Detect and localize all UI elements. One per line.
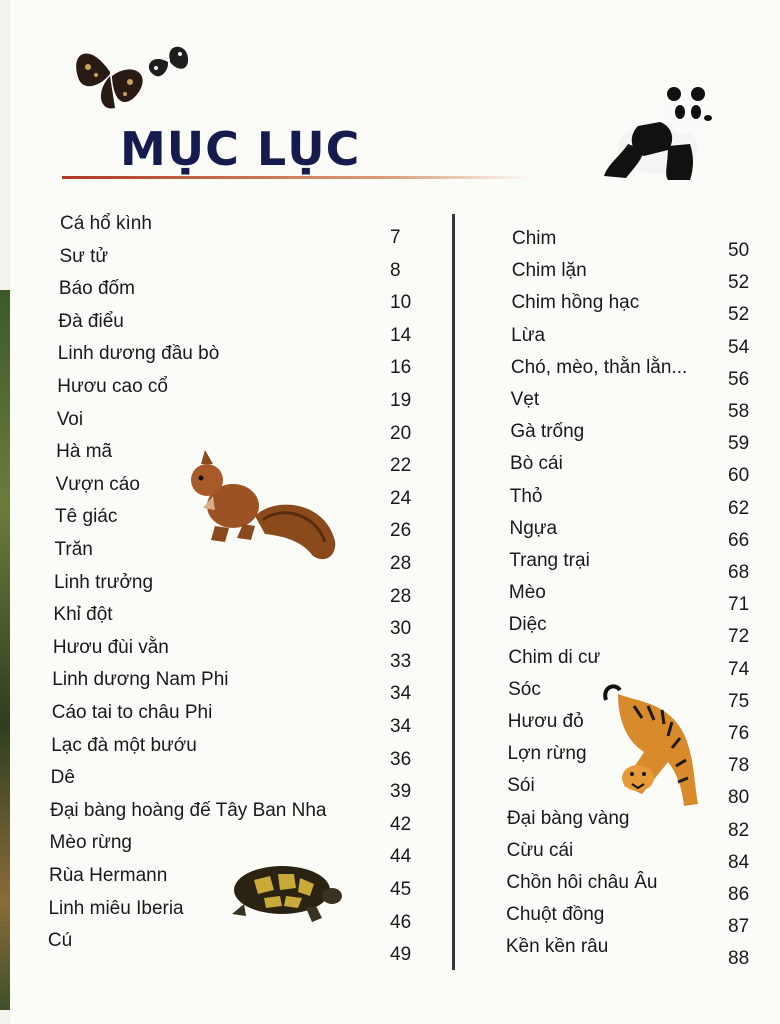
- butterfly-icon: [70, 42, 195, 122]
- toc-entry-title: Dê: [50, 767, 75, 789]
- toc-entry-page: 72: [728, 626, 750, 648]
- toc-entry-title: Đại bàng vàng: [506, 807, 630, 829]
- toc-entry-title: Linh dương Nam Phi: [52, 669, 229, 691]
- toc-entry-page: 8: [390, 259, 401, 281]
- toc-entry-page: 26: [390, 520, 412, 542]
- toc-entry-title: Hà mã: [56, 441, 113, 463]
- toc-entry-title: Hươu cao cổ: [57, 376, 168, 397]
- toc-entry-title: Ngựa: [509, 517, 558, 539]
- toc-entry-title: Linh dương đầu bò: [57, 343, 220, 365]
- toc-entry-page: 52: [728, 272, 750, 294]
- toc-entry-page: 58: [728, 401, 750, 422]
- toc-entry-page: 22: [390, 455, 412, 477]
- toc-entry-page: 34: [390, 716, 412, 737]
- toc-entry-page: 30: [390, 618, 412, 640]
- toc-entry-title: Cáo tai to châu Phi: [51, 702, 213, 723]
- toc-entry-title: Sóc: [508, 678, 541, 700]
- toc-entry-page: 45: [390, 879, 412, 900]
- toc-entry-page: 68: [728, 562, 750, 583]
- toc-entry-title: Linh miêu Iberia: [48, 897, 184, 919]
- toc-entry-title: Trăn: [54, 539, 93, 560]
- toc-entry-title: Cú: [47, 930, 73, 952]
- toc-entry-title: Chim di cư: [508, 646, 601, 668]
- toc-entry-page: 7: [390, 227, 401, 248]
- toc-entry-title: Vẹt: [510, 389, 540, 410]
- toc-entry-page: 84: [728, 851, 750, 873]
- toc-entry-page: 42: [390, 813, 412, 835]
- toc-entry-title: Rùa Hermann: [49, 865, 168, 886]
- toc-entry-title: Chó, mèo, thằn lằn...: [510, 356, 688, 378]
- toc-entry-page: 50: [728, 240, 750, 261]
- toc-entry-page: 60: [728, 465, 750, 487]
- toc-entry-page: 74: [728, 658, 750, 680]
- toc-entry-title: Báo đốm: [58, 278, 135, 300]
- toc-entry-title: Tê giác: [55, 506, 118, 528]
- toc-entry-page: 56: [728, 368, 750, 390]
- toc-entry-title: Sói: [507, 775, 535, 797]
- toc-entry-title: Lừa: [511, 324, 546, 346]
- toc-entry-page: 28: [390, 553, 412, 574]
- toc-entry-title: Khỉ đột: [53, 604, 113, 626]
- panda-icon: [598, 86, 718, 182]
- toc-entry-page: 14: [390, 324, 412, 346]
- squirrel-icon: [185, 446, 340, 568]
- toc-entry-title: Chồn hôi châu Âu: [506, 872, 658, 893]
- turtle-icon: [224, 856, 344, 928]
- toc-entry-title: Hươu đỏ: [507, 711, 584, 732]
- toc-entry-page: 66: [728, 529, 750, 551]
- toc-entry-page: 54: [728, 336, 750, 358]
- toc-entry-title: Lợn rừng: [507, 743, 587, 765]
- tiger-icon: [598, 682, 708, 812]
- toc-entry-page: 59: [728, 433, 750, 455]
- toc-entry-page: 28: [390, 585, 412, 607]
- toc-entry-title: Voi: [56, 408, 84, 430]
- toc-entry-title: Cừu cái: [506, 839, 574, 861]
- toc-entry-page: 78: [728, 755, 750, 777]
- toc-entry-title: Gà trống: [510, 421, 585, 443]
- toc-entry-title: Mèo rừng: [49, 832, 132, 854]
- toc-entry-page: 87: [728, 916, 750, 938]
- toc-entry-title: Diệc: [508, 614, 547, 636]
- toc-entry-page: 10: [390, 292, 412, 314]
- toc-entry-page: 80: [728, 787, 750, 809]
- page-title: MỤC LỤC: [120, 122, 361, 176]
- toc-entry-page: 34: [390, 683, 412, 705]
- toc-entry-title: Cá hổ kình: [60, 213, 152, 234]
- toc-entry-title: Vượn cáo: [55, 473, 140, 495]
- toc-entry-page: 19: [390, 390, 412, 411]
- toc-entry-page: 36: [390, 748, 412, 770]
- toc-entry-title: Chuột đồng: [506, 904, 605, 926]
- toc-entry-page: 75: [728, 690, 750, 712]
- toc-entry-title: Đại bàng hoàng đế Tây Ban Nha: [50, 799, 327, 821]
- toc-entry-title: Sư tử: [59, 245, 109, 267]
- toc-entry-page: 86: [728, 884, 750, 905]
- toc-entry-page: 62: [728, 497, 750, 519]
- toc-entry-page: 46: [390, 911, 412, 933]
- toc-entry-page: 20: [390, 422, 412, 444]
- toc-entry-page: 33: [390, 650, 412, 672]
- toc-entry-title: Mèo: [508, 582, 546, 604]
- toc-entry-title: Bò cái: [510, 453, 563, 475]
- toc-entry-page: 76: [728, 723, 750, 744]
- toc-entry-title: Thỏ: [509, 485, 543, 507]
- toc-entry-page: 44: [390, 846, 412, 868]
- toc-entry-page: 82: [728, 819, 750, 841]
- column-divider: [452, 214, 455, 970]
- toc-entry-title: Hươu đùi vằn: [52, 636, 169, 658]
- toc-entry-page: 24: [390, 487, 412, 509]
- toc-entry-title: Chim: [512, 228, 557, 249]
- toc-entry-page: 71: [728, 594, 750, 616]
- title-underline: [62, 176, 532, 179]
- toc-entry-title: Kền kền râu: [505, 936, 609, 958]
- toc-entry-title: Linh trưởng: [53, 571, 154, 593]
- toc-entry-page: 39: [390, 781, 412, 803]
- toc-entry-page: 49: [390, 944, 412, 966]
- toc-entry-title: Trang trại: [509, 550, 590, 571]
- toc-entry-title: Chim hồng hạc: [511, 292, 640, 314]
- toc-entry-title: Đà điểu: [58, 310, 124, 332]
- toc-entry-page: 88: [728, 948, 750, 970]
- toc-entry-title: Chim lặn: [511, 260, 587, 282]
- toc-entry-page: 52: [728, 304, 750, 326]
- toc-entry-title: Lạc đà một bướu: [51, 734, 197, 756]
- toc-entry-page: 16: [390, 357, 412, 379]
